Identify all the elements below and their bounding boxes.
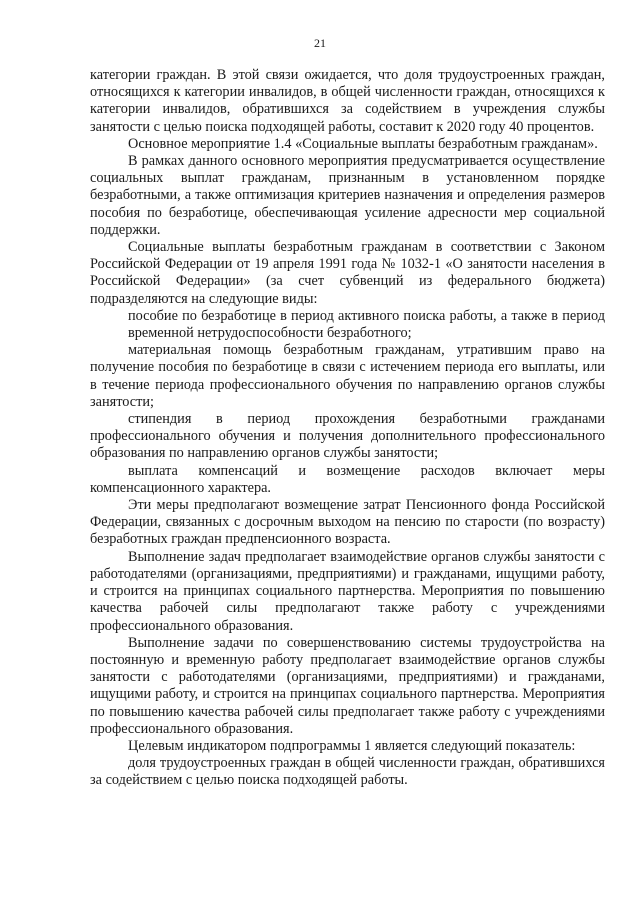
list-item: материальная помощь безработным гражданам, утратившим право на получение пособия по безработице в связи с истечением периода его выплаты, или в течение периода профессионального обучения по направлению органов службы занятости; — [90, 342, 605, 410]
list-item: пособие по безработице в период активного поиска работы, а также в период временной нетрудоспособности безработного; — [128, 307, 605, 342]
paragraph: Эти меры предполагают возмещение затрат Пенсионного фонда Российской Федерации, связанных с досрочным выходом на пенсию по старости (по возрасту) безработных граждан предпенсионного возраста. — [90, 497, 605, 548]
paragraph: Выполнение задач предполагает взаимодействие органов службы занятости с работодателями (организациями, предприятиями) и гражданами, ищущими работу, и строится на принципах социального партнерства. Мероприятия по повышению качества рабочей силы предполагают также работу с учреждениями профессионального образования. — [90, 548, 605, 634]
paragraph-continuation: категории граждан. В этой связи ожидается, что доля трудоустроенных граждан, относящихся к категории инвалидов, в общей численности граждан, относящихся к категории инвалидов, обратившихся за содействием в учреждения службы занятости с целью поиска подходящей работы, составит к 2020 году 40 процентов. — [90, 67, 605, 135]
paragraph: Выполнение задачи по совершенствованию системы трудоустройства на постоянную и временную работу предполагает взаимодействие органов службы занятости с работодателями (организациями, предприятиями) и гражданами, ищущими работу, и строится на принципах социального партнерства. Мероприятия по повышению качества рабочей силы предполагает также работу с учреждениями профессионального образования. — [90, 634, 605, 737]
list-item: стипендия в период прохождения безработными гражданами профессионального обучения и получения дополнительного профессионального образования по направлению органов службы занятости; — [90, 411, 605, 462]
paragraph: Социальные выплаты безработным гражданам в соответствии с Законом Российской Федерации от 19 апреля 1991 года № 1032-1 «О занятости населения в Российской Федерации» (за счет субвенций из федерального бюджета) подразделяются на следующие виды: — [90, 239, 605, 307]
document-body — [90, 67, 605, 790]
paragraph-section-heading: Основное мероприятие 1.4 «Социальные выплаты безработным гражданам». — [128, 135, 598, 152]
paragraph: Целевым индикатором подпрограммы 1 является следующий показатель: — [128, 737, 576, 754]
paragraph: В рамках данного основного мероприятия предусматривается осуществление социальных выплат гражданам, признанным в установленном порядке безработными, а также оптимизация критериев назначения и определения размеров пособия по безработице, обеспечивающая усиление адресности мер социальной поддержки. — [90, 153, 605, 238]
list-item: выплата компенсаций и возмещение расходов включает меры компенсационного характера. — [90, 462, 605, 496]
list-item: доля трудоустроенных граждан в общей численности граждан, обратившихся за содействием с целью поиска подходящей работы. — [90, 755, 605, 789]
page-number: 21 — [314, 36, 326, 50]
